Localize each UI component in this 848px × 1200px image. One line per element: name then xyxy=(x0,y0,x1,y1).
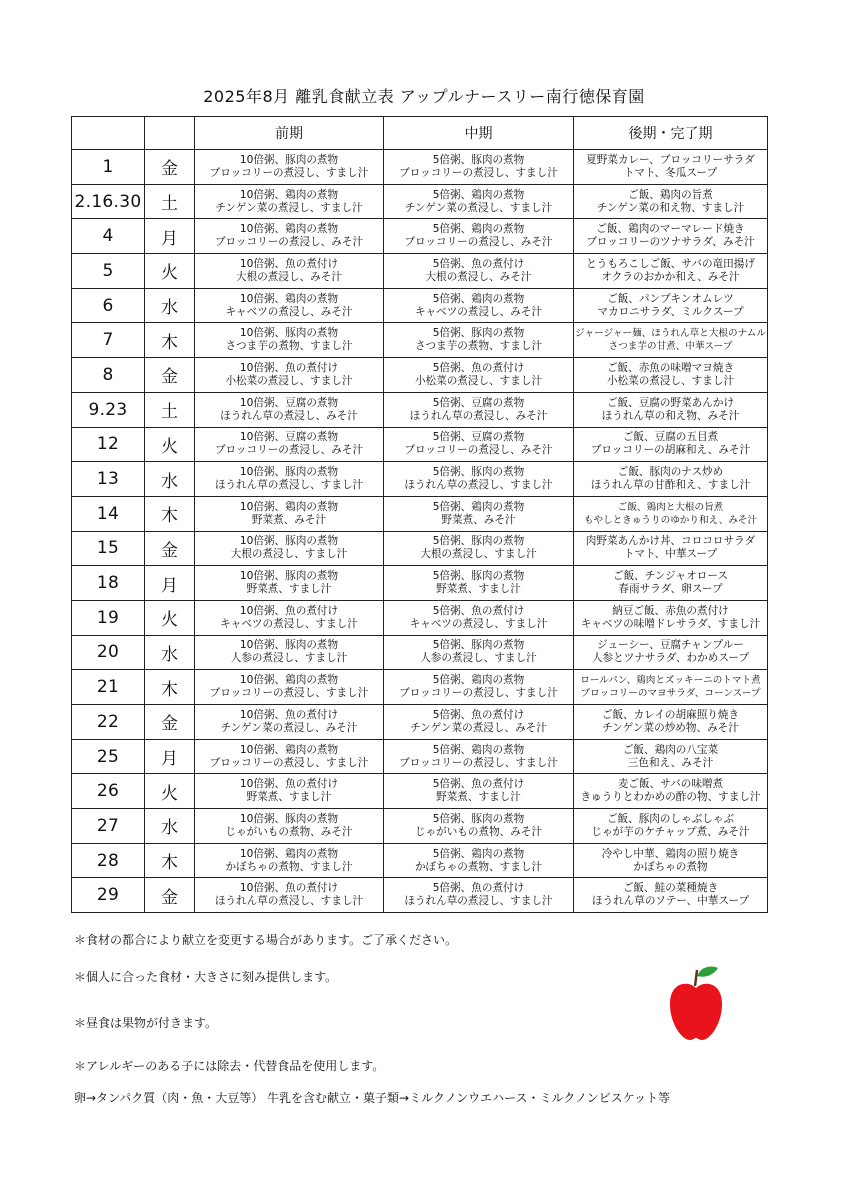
early-stage-meal-cell xyxy=(195,288,384,323)
meal-line: 10倍粥、豚肉の煮物 xyxy=(239,466,339,479)
apple-leaf xyxy=(697,967,718,977)
meal-line: 5倍粥、豚肉の煮物 xyxy=(432,812,525,825)
meal-line: チンゲン菜の煮浸し、みそ汁 xyxy=(410,721,547,734)
meal-line: 5倍粥、豚肉の煮物 xyxy=(432,570,525,583)
meal-line: ほうれん草の煮浸し、みそ汁 xyxy=(409,409,548,422)
meal-line: チンゲン菜の炒め物、みそ汁 xyxy=(602,721,739,734)
table-row xyxy=(72,774,768,809)
late-stage-meal-cell xyxy=(574,774,768,809)
meal-line: きゅうりとわかめの酢の物、すまし汁 xyxy=(580,791,761,804)
late-stage-meal-cell xyxy=(574,739,768,774)
meal-line: 5倍粥、鶏肉の煮物 xyxy=(432,292,525,305)
meal-line: ほうれん草の煮浸し、すまし汁 xyxy=(214,479,364,492)
apple-body xyxy=(670,984,722,1040)
middle-stage-meal-cell xyxy=(384,462,574,497)
early-stage-meal-cell xyxy=(195,705,384,740)
late-stage-meal-cell xyxy=(574,184,768,219)
meal-line: もやしときゅうりのゆかり和え、みそ汁 xyxy=(583,514,758,526)
late-stage-meal-cell xyxy=(574,843,768,878)
meal-line: 野菜煮、みそ汁 xyxy=(441,513,516,526)
table-row xyxy=(72,670,768,705)
meal-line: ブロッコリーの煮浸し、すまし汁 xyxy=(399,166,558,179)
day-of-week-cell: 土 xyxy=(145,184,195,219)
meal-line: 5倍粥、豚肉の煮物 xyxy=(432,535,525,548)
day-of-week-cell: 火 xyxy=(145,600,195,635)
early-stage-meal-cell xyxy=(195,566,384,601)
meal-line: ご飯、チンジャオロース xyxy=(613,570,728,583)
meal-line: 10倍粥、豚肉の煮物 xyxy=(239,153,339,166)
meal-line: 野菜煮、すまし汁 xyxy=(436,583,521,596)
middle-stage-meal-cell xyxy=(384,809,574,844)
meal-line: ほうれん草のソテー、中華スープ xyxy=(591,895,750,908)
day-of-week-cell: 金 xyxy=(145,878,195,913)
meal-line: 小松菜の煮浸し、すまし汁 xyxy=(414,374,543,387)
meal-line: ほうれん草の煮浸し、すまし汁 xyxy=(214,895,364,908)
meal-line: キャベツの煮浸し、すまし汁 xyxy=(220,617,358,630)
table-row xyxy=(72,705,768,740)
meal-line: 5倍粥、鶏肉の煮物 xyxy=(432,500,525,513)
late-stage-meal-cell xyxy=(574,358,768,393)
meal-line: 10倍粥、魚の煮付け xyxy=(239,361,339,374)
middle-stage-meal-cell xyxy=(384,670,574,705)
middle-stage-meal-cell xyxy=(384,358,574,393)
meal-line: ブロッコリーの煮浸し、みそ汁 xyxy=(214,236,364,249)
table-row xyxy=(72,878,768,913)
meal-line: チンゲン菜の和え物、すまし汁 xyxy=(596,201,745,214)
meal-line: 10倍粥、豚肉の煮物 xyxy=(239,812,339,825)
day-of-week-cell: 月 xyxy=(145,739,195,774)
note-cut-size: ＊個人に合った食材・大きさに刻み提供します。 xyxy=(74,970,338,984)
table-row xyxy=(72,462,768,497)
meal-line: チンゲン菜の煮浸し、みそ汁 xyxy=(220,721,358,734)
meal-line: ブロッコリーのツナサラダ、みそ汁 xyxy=(586,236,755,249)
date-cell: 8 xyxy=(72,358,145,393)
meal-line: ご飯、豚肉のナス炒め xyxy=(617,466,724,479)
meal-line: ブロッコリーの煮浸し、みそ汁 xyxy=(214,444,364,457)
meal-line: 10倍粥、鶏肉の煮物 xyxy=(239,743,339,756)
date-cell: 13 xyxy=(72,462,145,497)
date-cell: 21 xyxy=(72,670,145,705)
early-stage-meal-cell xyxy=(195,358,384,393)
late-stage-meal-cell xyxy=(574,254,768,289)
early-stage-meal-cell xyxy=(195,323,384,358)
early-stage-meal-cell xyxy=(195,254,384,289)
meal-line: 10倍粥、魚の煮付け xyxy=(239,778,339,791)
header-early-stage: 前期 xyxy=(195,117,384,150)
menu-table xyxy=(71,116,768,913)
meal-line: 野菜煮、すまし汁 xyxy=(436,791,521,804)
meal-line: 人参とツナサラダ、わかめスープ xyxy=(591,652,750,665)
meal-line: 10倍粥、鶏肉の煮物 xyxy=(239,292,339,305)
table-row xyxy=(72,496,768,531)
meal-line: ロールパン、鶏肉とズッキーニのトマト煮 xyxy=(580,675,761,687)
late-stage-meal-cell xyxy=(574,531,768,566)
meal-line: 10倍粥、魚の煮付け xyxy=(239,604,339,617)
early-stage-meal-cell xyxy=(195,635,384,670)
note-fruit: ＊昼食は果物が付きます。 xyxy=(74,1016,218,1030)
menu-table-body xyxy=(72,150,768,913)
meal-line: さつま芋の煮物、すまし汁 xyxy=(225,340,353,353)
page-title: 2025年8月 離乳食献立表 アップルナースリー南行徳保育園 xyxy=(203,87,645,106)
meal-line: 10倍粥、豆腐の煮物 xyxy=(239,431,339,444)
date-cell: 1 xyxy=(72,150,145,185)
day-of-week-cell: 木 xyxy=(145,323,195,358)
meal-line: 10倍粥、鶏肉の煮物 xyxy=(239,188,339,201)
meal-line: 5倍粥、鶏肉の煮物 xyxy=(432,847,525,860)
late-stage-meal-cell xyxy=(574,566,768,601)
middle-stage-meal-cell xyxy=(384,150,574,185)
day-of-week-cell: 土 xyxy=(145,392,195,427)
date-cell: 27 xyxy=(72,809,145,844)
day-of-week-cell: 木 xyxy=(145,670,195,705)
meal-line: 5倍粥、鶏肉の煮物 xyxy=(432,223,525,236)
meal-line: 野菜煮、みそ汁 xyxy=(251,513,327,526)
date-cell: 18 xyxy=(72,566,145,601)
meal-line: 5倍粥、魚の煮付け xyxy=(432,604,525,617)
meal-line: 納豆ご飯、赤魚の煮付け xyxy=(612,604,729,617)
middle-stage-meal-cell xyxy=(384,739,574,774)
day-of-week-cell: 水 xyxy=(145,809,195,844)
middle-stage-meal-cell xyxy=(384,774,574,809)
table-row xyxy=(72,184,768,219)
table-row xyxy=(72,288,768,323)
meal-line: 小松菜の煮浸し、すまし汁 xyxy=(225,374,353,387)
meal-line: じゃがいもの煮物、みそ汁 xyxy=(414,825,543,838)
middle-stage-meal-cell xyxy=(384,184,574,219)
header-middle-stage: 中期 xyxy=(384,117,574,150)
middle-stage-meal-cell xyxy=(384,878,574,913)
middle-stage-meal-cell xyxy=(384,843,574,878)
day-of-week-cell: 金 xyxy=(145,358,195,393)
table-row xyxy=(72,635,768,670)
table-row xyxy=(72,254,768,289)
meal-line: 5倍粥、魚の煮付け xyxy=(432,257,525,270)
meal-line: ご飯、鶏肉の旨煮 xyxy=(628,188,713,201)
meal-line: ご飯、鶏肉の八宝菜 xyxy=(622,743,719,756)
meal-line: 春雨サラダ、卵スープ xyxy=(618,583,723,596)
meal-line: ご飯、カレイの胡麻照り焼き xyxy=(601,708,740,721)
early-stage-meal-cell xyxy=(195,462,384,497)
meal-line: 野菜煮、すまし汁 xyxy=(246,791,332,804)
table-row xyxy=(72,809,768,844)
early-stage-meal-cell xyxy=(195,219,384,254)
date-cell: 26 xyxy=(72,774,145,809)
day-of-week-cell: 金 xyxy=(145,150,195,185)
date-cell: 2.16.30 xyxy=(72,184,145,219)
early-stage-meal-cell xyxy=(195,670,384,705)
meal-line: ご飯、豚肉のしゃぶしゃぶ xyxy=(606,812,735,825)
middle-stage-meal-cell xyxy=(384,219,574,254)
meal-line: かぼちゃの煮物、すまし汁 xyxy=(225,860,353,873)
date-cell: 25 xyxy=(72,739,145,774)
meal-line: ブロッコリーの煮浸し、みそ汁 xyxy=(404,444,553,457)
late-stage-meal-cell xyxy=(574,150,768,185)
meal-line: 5倍粥、魚の煮付け xyxy=(432,778,525,791)
meal-line: 5倍粥、豆腐の煮物 xyxy=(432,431,525,444)
header-day-of-week xyxy=(145,117,195,150)
meal-line: 10倍粥、豚肉の煮物 xyxy=(239,570,339,583)
meal-line: 小松菜の煮浸し、すまし汁 xyxy=(606,374,735,387)
meal-line: ブロッコリーの煮浸し、すまし汁 xyxy=(209,756,369,769)
meal-line: ブロッコリーの煮浸し、すまし汁 xyxy=(209,166,369,179)
meal-line: キャベツの煮浸し、みそ汁 xyxy=(225,305,353,318)
date-cell: 6 xyxy=(72,288,145,323)
day-of-week-cell: 金 xyxy=(145,705,195,740)
meal-line: ご飯、豆腐の五目煮 xyxy=(622,431,719,444)
table-row xyxy=(72,843,768,878)
meal-line: 人参の煮浸し、すまし汁 xyxy=(230,652,348,665)
meal-line: 10倍粥、豚肉の煮物 xyxy=(239,639,339,652)
meal-line: トマト、中華スープ xyxy=(623,548,718,561)
date-cell: 29 xyxy=(72,878,145,913)
day-of-week-cell: 火 xyxy=(145,774,195,809)
meal-line: ブロッコリーの煮浸し、みそ汁 xyxy=(404,236,553,249)
early-stage-meal-cell xyxy=(195,843,384,878)
middle-stage-meal-cell xyxy=(384,254,574,289)
table-row xyxy=(72,323,768,358)
middle-stage-meal-cell xyxy=(384,496,574,531)
date-cell: 12 xyxy=(72,427,145,462)
meal-line: ブロッコリーのマヨサラダ、コーンスープ xyxy=(580,688,761,700)
day-of-week-cell: 水 xyxy=(145,288,195,323)
date-cell: 22 xyxy=(72,705,145,740)
middle-stage-meal-cell xyxy=(384,323,574,358)
date-cell: 20 xyxy=(72,635,145,670)
meal-line: 三色和え、みそ汁 xyxy=(627,756,714,769)
late-stage-meal-cell xyxy=(574,427,768,462)
meal-line: じゃが芋のケチャップ煮、みそ汁 xyxy=(591,825,750,838)
date-cell: 28 xyxy=(72,843,145,878)
meal-line: ブロッコリーの煮浸し、すまし汁 xyxy=(399,756,558,769)
meal-line: 5倍粥、鶏肉の煮物 xyxy=(432,743,525,756)
meal-line: さつま芋の煮物、すまし汁 xyxy=(414,340,543,353)
middle-stage-meal-cell xyxy=(384,600,574,635)
early-stage-meal-cell xyxy=(195,774,384,809)
meal-line: キャベツの煮浸し、すまし汁 xyxy=(409,617,548,630)
meal-line: ブロッコリーの煮浸し、すまし汁 xyxy=(209,687,369,700)
meal-line: ご飯、鶏肉と大根の旨煮 xyxy=(617,501,724,513)
early-stage-meal-cell xyxy=(195,496,384,531)
day-of-week-cell: 木 xyxy=(145,496,195,531)
meal-line: 5倍粥、魚の煮付け xyxy=(432,882,525,895)
meal-line: 大根の煮浸し、すまし汁 xyxy=(420,548,537,561)
table-row xyxy=(72,358,768,393)
late-stage-meal-cell xyxy=(574,600,768,635)
early-stage-meal-cell xyxy=(195,392,384,427)
header-late-stage: 後期・完了期 xyxy=(574,117,768,150)
late-stage-meal-cell xyxy=(574,288,768,323)
day-of-week-cell: 木 xyxy=(145,843,195,878)
day-of-week-cell: 火 xyxy=(145,254,195,289)
note-menu-change: ＊食材の都合により献立を変更する場合があります。ご了承ください。 xyxy=(74,933,458,947)
meal-line: 5倍粥、豚肉の煮物 xyxy=(432,327,525,340)
early-stage-meal-cell xyxy=(195,184,384,219)
meal-line: ご飯、パンプキンオムレツ xyxy=(607,292,734,305)
day-of-week-cell: 月 xyxy=(145,219,195,254)
meal-line: 10倍粥、魚の煮付け xyxy=(239,257,339,270)
early-stage-meal-cell xyxy=(195,600,384,635)
meal-line: マカロニサラダ、ミルクスープ xyxy=(597,305,744,318)
table-row xyxy=(72,427,768,462)
late-stage-meal-cell xyxy=(574,635,768,670)
late-stage-meal-cell xyxy=(574,496,768,531)
meal-line: 大根の煮浸し、すまし汁 xyxy=(230,548,348,561)
day-of-week-cell: 水 xyxy=(145,635,195,670)
table-row xyxy=(72,531,768,566)
note-substitutes: 卵→タンパク質（肉・魚・大豆等） 牛乳を含む献立・菓子類→ミルクノンウエハース・ミルクノンビスケット等 xyxy=(74,1091,670,1105)
meal-line: 大根の煮浸し、みそ汁 xyxy=(236,270,342,283)
middle-stage-meal-cell xyxy=(384,635,574,670)
middle-stage-meal-cell xyxy=(384,531,574,566)
meal-line: 5倍粥、鶏肉の煮物 xyxy=(432,674,525,687)
meal-line: ご飯、豆腐の野菜あんかけ xyxy=(606,396,735,409)
table-row xyxy=(72,739,768,774)
meal-line: 5倍粥、魚の煮付け xyxy=(432,708,525,721)
meal-line: ブロッコリーの胡麻和え、みそ汁 xyxy=(590,444,751,457)
early-stage-meal-cell xyxy=(195,427,384,462)
meal-line: 野菜煮、すまし汁 xyxy=(246,583,332,596)
early-stage-meal-cell xyxy=(195,531,384,566)
date-cell: 5 xyxy=(72,254,145,289)
meal-line: 10倍粥、豚肉の煮物 xyxy=(239,327,339,340)
early-stage-meal-cell xyxy=(195,739,384,774)
meal-line: 5倍粥、豚肉の煮物 xyxy=(432,466,525,479)
meal-line: じゃがいもの煮物、みそ汁 xyxy=(225,825,353,838)
late-stage-meal-cell xyxy=(574,670,768,705)
meal-line: かぼちゃの煮物、すまし汁 xyxy=(414,860,543,873)
early-stage-meal-cell xyxy=(195,878,384,913)
middle-stage-meal-cell xyxy=(384,392,574,427)
meal-line: ほうれん草の煮浸し、すまし汁 xyxy=(404,479,553,492)
early-stage-meal-cell xyxy=(195,150,384,185)
day-of-week-cell: 月 xyxy=(145,566,195,601)
meal-line: 麦ご飯、サバの味噌煮 xyxy=(617,778,724,791)
date-cell: 15 xyxy=(72,531,145,566)
meal-line: 5倍粥、豚肉の煮物 xyxy=(432,639,525,652)
meal-line: ご飯、赤魚の味噌マヨ焼き xyxy=(606,361,735,374)
table-row xyxy=(72,392,768,427)
day-of-week-cell: 金 xyxy=(145,531,195,566)
meal-line: さつま芋の甘煮、中華スープ xyxy=(608,341,733,353)
middle-stage-meal-cell xyxy=(384,705,574,740)
meal-line: 5倍粥、鶏肉の煮物 xyxy=(432,188,525,201)
table-row xyxy=(72,600,768,635)
meal-line: 冷やし中華、鶏肉の照り焼き xyxy=(601,847,740,860)
date-cell: 4 xyxy=(72,219,145,254)
meal-line: ほうれん草の和え物、みそ汁 xyxy=(601,409,740,422)
meal-line: 人参の煮浸し、すまし汁 xyxy=(420,652,537,665)
meal-line: トマト、冬瓜スープ xyxy=(623,166,718,179)
late-stage-meal-cell xyxy=(574,705,768,740)
meal-line: ほうれん草の甘酢和え、すまし汁 xyxy=(590,479,751,492)
meal-line: ジャージャー麺、ほうれん草と大根のナムル xyxy=(575,328,766,340)
meal-line: かぼちゃの煮物 xyxy=(633,860,708,873)
meal-line: ご飯、鮭の菜種焼き xyxy=(622,882,719,895)
apple-icon xyxy=(668,962,724,1044)
table-row xyxy=(72,219,768,254)
meal-line: チンゲン菜の煮浸し、すまし汁 xyxy=(215,201,363,214)
note-allergy: ＊アレルギーのある子には除去・代替食品を使用します。 xyxy=(74,1059,385,1073)
meal-line: 10倍粥、豚肉の煮物 xyxy=(239,535,339,548)
meal-line: 夏野菜カレー、ブロッコリーサラダ xyxy=(586,153,755,166)
meal-line: オクラのおかか和え、みそ汁 xyxy=(601,270,740,283)
table-row xyxy=(72,566,768,601)
meal-line: 大根の煮浸し、みそ汁 xyxy=(425,270,532,283)
late-stage-meal-cell xyxy=(574,809,768,844)
date-cell: 7 xyxy=(72,323,145,358)
meal-line: 10倍粥、魚の煮付け xyxy=(239,708,339,721)
late-stage-meal-cell xyxy=(574,878,768,913)
meal-line: ほうれん草の煮浸し、すまし汁 xyxy=(404,895,553,908)
meal-line: 10倍粥、鶏肉の煮物 xyxy=(239,223,339,236)
date-cell: 19 xyxy=(72,600,145,635)
meal-line: 10倍粥、鶏肉の煮物 xyxy=(239,674,339,687)
table-row xyxy=(72,150,768,185)
middle-stage-meal-cell xyxy=(384,288,574,323)
date-cell: 9.23 xyxy=(72,392,145,427)
late-stage-meal-cell xyxy=(574,392,768,427)
meal-line: とうもろこしご飯、サバの竜田揚げ xyxy=(586,257,755,270)
meal-line: チンゲン菜の煮浸し、すまし汁 xyxy=(404,201,553,214)
meal-line: 肉野菜あんかけ丼、コロコロサラダ xyxy=(585,535,756,548)
meal-line: ブロッコリーの煮浸し、すまし汁 xyxy=(399,687,558,700)
day-of-week-cell: 火 xyxy=(145,427,195,462)
meal-line: 10倍粥、鶏肉の煮物 xyxy=(239,500,339,513)
meal-line: 5倍粥、魚の煮付け xyxy=(432,361,525,374)
meal-line: キャベツの煮浸し、みそ汁 xyxy=(414,305,543,318)
meal-line: 5倍粥、豆腐の煮物 xyxy=(432,396,525,409)
meal-line: 5倍粥、豚肉の煮物 xyxy=(432,153,525,166)
meal-line: ジューシー、豆腐チャンプルー xyxy=(597,639,744,652)
meal-line: 10倍粥、魚の煮付け xyxy=(239,882,339,895)
meal-line: 10倍粥、豆腐の煮物 xyxy=(239,396,339,409)
meal-line: ご飯、鶏肉のマーマレード焼き xyxy=(596,223,745,236)
apple-stem xyxy=(695,970,697,986)
date-cell: 14 xyxy=(72,496,145,531)
meal-line: 10倍粥、鶏肉の煮物 xyxy=(239,847,339,860)
header-date xyxy=(72,117,145,150)
table-header-row xyxy=(72,117,768,150)
late-stage-meal-cell xyxy=(574,219,768,254)
late-stage-meal-cell xyxy=(574,462,768,497)
middle-stage-meal-cell xyxy=(384,427,574,462)
day-of-week-cell: 水 xyxy=(145,462,195,497)
early-stage-meal-cell xyxy=(195,809,384,844)
meal-line: キャベツの味噌ドレサラダ、すまし汁 xyxy=(580,617,761,630)
late-stage-meal-cell xyxy=(574,323,768,358)
middle-stage-meal-cell xyxy=(384,566,574,601)
meal-line: ほうれん草の煮浸し、みそ汁 xyxy=(220,409,358,422)
